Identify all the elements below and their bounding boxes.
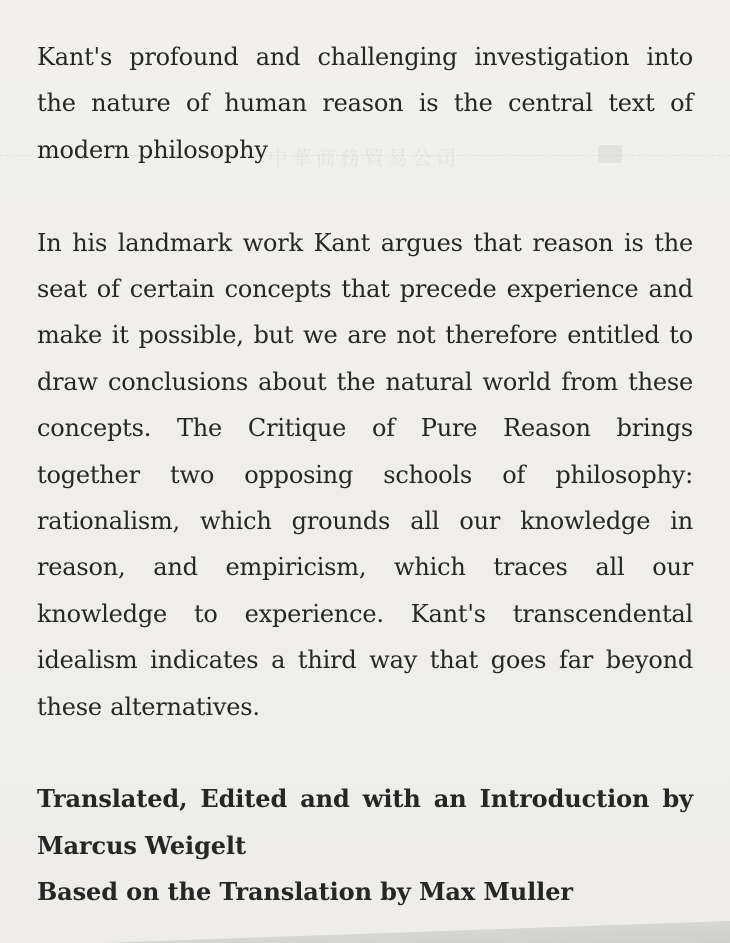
watermark-text: 中華商務貿易公司 — [268, 146, 460, 170]
paragraph-spacer — [37, 730, 693, 776]
source-translation-credit: Based on the Translation by Max Muller — [37, 877, 573, 907]
description-paragraph: In his landmark work Kant argues that reason is the seat of certain concepts that precede experience and make it possible, but we are not therefore entitled to draw conclusions about the natural world from these concepts. The Critique of Pure Reason brings together two opposing schools of philosophy: rationalism, which grounds all our knowledge in reason, and empiricism, which traces all our knowledge to experience. Kant's transcendental idealism indicates a third way that goes far beyond these alternatives. — [37, 228, 693, 721]
translator-credit: Translated, Edited and with an Introduction by Marcus Weigelt — [37, 784, 693, 860]
blurb-content — [37, 34, 693, 916]
page-curl — [0, 919, 730, 943]
tagline-paragraph: Kant's profound and challenging investigation into the nature of human reason is the central text of modern philosophy — [37, 43, 693, 164]
paragraph-spacer — [37, 173, 693, 219]
